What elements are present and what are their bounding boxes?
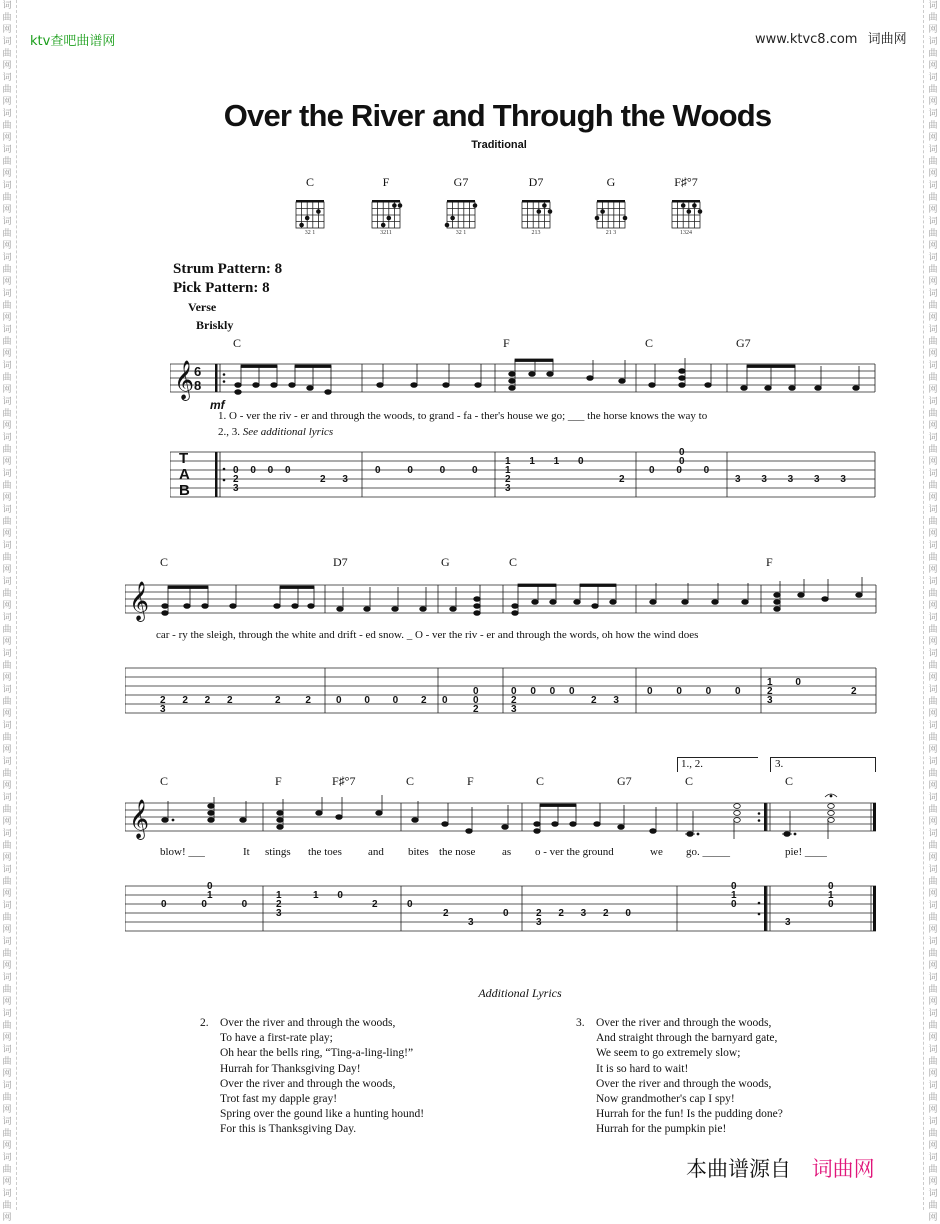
chord-symbol: D7	[333, 555, 348, 569]
tab-label-b: B	[179, 482, 190, 499]
footer-site-name: 词曲网	[811, 1157, 875, 1181]
tab-label-t: T	[179, 450, 189, 467]
chord-diagram-fsharp-dim7	[666, 175, 706, 236]
chord-symbol: G7	[736, 336, 751, 350]
tab-numbers: 0	[679, 456, 685, 467]
tab-numbers: 2	[276, 899, 282, 910]
tab-numbers: 2	[511, 695, 517, 706]
lyrics-line: car - ry the sleigh, through the white and drift - ed snow. _ O - ver the riv - er and through the words, oh how the wind does	[156, 629, 699, 641]
system-1	[170, 336, 880, 506]
music-staff	[125, 575, 877, 625]
verse-line: Spring over the gound like a hunting hound!	[220, 1108, 425, 1121]
tab-numbers: 2 2 3 2 0	[536, 908, 631, 919]
music-staff	[170, 354, 876, 414]
tab-numbers: 2	[851, 686, 857, 697]
verse-line: Over the river and through the woods,	[596, 1077, 772, 1090]
chord-symbol: C	[685, 774, 694, 788]
chord-symbol: C	[160, 555, 169, 569]
tab-numbers: 3 3 3 3 3	[735, 474, 846, 485]
chord-diagram-g	[591, 175, 631, 236]
footer-source-text: 本曲谱源自	[686, 1157, 791, 1181]
chord-diagram-d7	[516, 175, 556, 236]
tab-numbers: 2	[505, 474, 511, 485]
chord-grid	[441, 190, 481, 230]
measure-notes	[162, 577, 863, 615]
chord-fingering: 32 1	[304, 230, 316, 236]
additional-lyrics-ref: See additional lyrics	[242, 426, 334, 438]
lyric-word: go. _____	[686, 846, 730, 858]
tab-numbers: 0 0 0 2	[336, 695, 427, 706]
tab-numbers: 1	[731, 890, 737, 901]
dynamic-marking: mf	[210, 398, 225, 412]
lyric-word: and	[368, 846, 384, 858]
verse-line: Over the river and through the woods,	[220, 1077, 396, 1090]
tab-numbers: 2	[473, 704, 479, 715]
verse-2	[200, 1016, 424, 1138]
lyrics-line-2	[218, 426, 333, 438]
chord-diagram-c	[290, 175, 330, 236]
tab-numbers: 3	[468, 917, 474, 928]
watermark-site-name: 词曲网	[867, 32, 907, 47]
tab-numbers: 3	[785, 917, 791, 928]
lyric-word: bites	[408, 846, 429, 858]
tab-numbers: 0	[828, 899, 834, 910]
watermark-top-left: ktv查吧曲谱网	[30, 34, 116, 49]
section-label: Verse	[188, 300, 217, 314]
lyric-word: we	[650, 846, 663, 858]
tab-numbers: 0	[473, 686, 479, 697]
chord-symbol: G7	[617, 774, 632, 788]
lyrics-line-1: 1. O - ver the riv - er and through the woods, to grand - fa - ther's house we go; ___ the horse knows the way to	[218, 410, 708, 422]
lyrics-verse-numbers: 2., 3.	[218, 426, 240, 438]
chord-diagram-f	[366, 175, 406, 236]
footer-watermark	[686, 1153, 875, 1183]
chord-grid	[366, 190, 406, 230]
tab-numbers: 3	[233, 483, 239, 494]
tab-numbers: 0 0 0 0	[375, 465, 478, 476]
ending-label: 3.	[775, 758, 784, 770]
tab-numbers: 2	[443, 908, 449, 919]
tab-numbers: 0	[407, 899, 413, 910]
tab-numbers: 2	[372, 899, 378, 910]
system-3	[125, 755, 880, 945]
tab-numbers: 3	[511, 704, 517, 715]
tab-numbers: 2	[233, 474, 239, 485]
lyric-word: as	[502, 846, 512, 858]
verse-line: Now grandmother's cap I spy!	[596, 1093, 735, 1106]
chord-symbol: F	[766, 555, 773, 569]
tab-numbers: 0	[503, 908, 509, 919]
chord-symbol: C	[536, 774, 545, 788]
chord-symbol: C	[233, 336, 242, 350]
lyric-word: the toes	[308, 846, 342, 858]
margin-guide-right	[923, 0, 924, 1210]
verse-line: Over the river and through the woods,	[596, 1017, 772, 1029]
tab-numbers: 1	[505, 465, 511, 476]
watermark-url: www.ktvc8.com	[755, 32, 858, 47]
tab-label-a: A	[179, 466, 190, 483]
chord-symbol: F	[467, 774, 474, 788]
lyric-word: o - ver the ground	[535, 846, 614, 858]
treble-clef-icon: 𝄞	[174, 361, 195, 399]
chord-name: F	[382, 175, 390, 189]
tab-numbers: 1	[276, 890, 282, 901]
verse-line: It is so hard to wait!	[596, 1062, 689, 1075]
chord-name: F♯°7	[674, 175, 698, 189]
tab-numbers: 3	[536, 917, 542, 928]
chord-name: G	[606, 175, 616, 189]
chord-name: G7	[453, 175, 469, 189]
chord-symbol: C	[406, 774, 415, 788]
chord-grid	[290, 190, 330, 230]
tab-numbers: 0 0 0	[649, 465, 710, 476]
chord-symbol: F♯°7	[332, 774, 356, 788]
verse-3	[576, 1016, 783, 1138]
verse-line: Over the river and through the woods,	[220, 1017, 396, 1029]
tab-numbers: 0 0 0 0	[647, 686, 741, 697]
chord-symbol: C	[160, 774, 169, 788]
verse-number: 3.	[576, 1017, 585, 1029]
chord-grid	[516, 190, 556, 230]
verse-line: And straight through the barnyard gate,	[596, 1032, 778, 1045]
tab-numbers: 2 2	[275, 695, 311, 706]
music-staff	[125, 793, 880, 843]
verse-line: To have a first-rate play;	[220, 1032, 333, 1045]
verse-line: Trot fast my dapple gray!	[220, 1093, 338, 1106]
side-watermark-left: 词曲网词曲网词曲网词曲网词曲网词曲网词曲网词曲网词曲网词曲网词曲网词曲网词曲网词曲网词曲网词曲网词曲网词曲网词曲网词曲网词曲网词曲网词曲网词曲网词曲网词曲网词曲网词曲网词曲网词曲网词曲网词曲网词曲网词曲网	[2, 1, 12, 1223]
chord-name: D7	[528, 175, 544, 189]
chord-fingering: 21 3	[605, 230, 617, 236]
side-watermark-right: 词曲网词曲网词曲网词曲网词曲网词曲网词曲网词曲网词曲网词曲网词曲网词曲网词曲网词曲网词曲网词曲网词曲网词曲网词曲网词曲网词曲网词曲网词曲网词曲网词曲网词曲网词曲网词曲网词曲网词曲网词曲网词曲网词曲网词曲网	[928, 1, 938, 1223]
lyric-word: pie! ____	[785, 846, 827, 858]
chord-symbol: C	[785, 774, 794, 788]
chord-name: C	[305, 175, 314, 189]
tab-numbers: 0	[731, 881, 737, 892]
verse-line: We seem to go extremely slow;	[596, 1047, 741, 1060]
chord-fingering: 3211	[380, 230, 392, 236]
ending-label: 1., 2.	[681, 758, 703, 770]
verse-line: Hurrah for Thanksgiving Day!	[220, 1062, 361, 1075]
verse-line: Hurrah for the pumpkin pie!	[596, 1123, 727, 1136]
tab-numbers: 1	[828, 890, 834, 901]
tab-numbers: 0 0 0 0	[233, 465, 291, 476]
tab-numbers: 2	[767, 686, 773, 697]
tab-staff	[125, 660, 877, 722]
tab-numbers: 3	[160, 704, 166, 715]
lyric-word: blow! ___	[160, 846, 205, 858]
chord-diagram-g7	[441, 175, 481, 236]
song-credit: Traditional	[471, 139, 527, 151]
tab-numbers: 3	[276, 908, 282, 919]
tab-numbers: 2	[619, 474, 625, 485]
tab-numbers: 0 0 0 0	[511, 686, 575, 697]
tab-numbers: 0	[731, 899, 737, 910]
tab-numbers: 3	[505, 483, 511, 494]
tab-numbers: 0	[442, 695, 448, 706]
tab-numbers: 1 1 1 0	[505, 456, 584, 467]
system-2	[125, 555, 880, 725]
chord-symbol: G	[441, 555, 450, 569]
lyric-word: stings	[265, 846, 291, 858]
tempo-marking: Briskly	[196, 318, 234, 332]
chord-symbol: C	[645, 336, 654, 350]
tab-numbers: 1 0	[313, 890, 343, 901]
lyric-word: It	[243, 846, 250, 858]
tab-numbers: 0	[679, 447, 685, 458]
watermark-top-right	[755, 28, 907, 47]
strum-pattern: Strum Pattern: 8	[173, 261, 283, 277]
tab-numbers: 0 0 0	[161, 899, 248, 910]
chord-fingering: 213	[531, 230, 541, 236]
chord-grid	[666, 190, 706, 230]
tab-numbers: 1	[207, 890, 213, 901]
additional-lyrics-heading: Additional Lyrics	[478, 986, 562, 1000]
tab-numbers: 2 3	[591, 695, 619, 706]
chord-symbol: F	[275, 774, 282, 788]
treble-clef-icon: 𝄞	[129, 800, 150, 838]
chord-grid	[591, 190, 631, 230]
svg-text:8: 8	[194, 378, 202, 393]
pick-pattern: Pick Pattern: 8	[173, 280, 270, 296]
verse-line: For this is Thanksgiving Day.	[220, 1123, 357, 1136]
chord-symbol: F	[503, 336, 510, 350]
verse-number: 2.	[200, 1017, 209, 1029]
tab-numbers: 2 3	[320, 474, 348, 485]
chord-symbol: C	[509, 555, 518, 569]
tab-numbers: 3	[767, 695, 773, 706]
margin-guide-left	[16, 0, 17, 1210]
chord-fingering: 32 1	[455, 230, 467, 236]
chord-fingering: 1324	[680, 230, 692, 236]
lyric-word: the nose	[439, 846, 476, 858]
verse-line: Hurrah for the fun! Is the pudding done?	[596, 1108, 783, 1121]
song-title: Over the River and Through the Woods	[223, 98, 772, 133]
tab-numbers: 1 0	[767, 677, 801, 688]
tab-numbers: 0	[473, 695, 479, 706]
measure-notes	[235, 358, 860, 394]
tab-numbers: 0	[828, 881, 834, 892]
svg-text:6: 6	[194, 364, 202, 379]
tab-numbers: 2 2 2 2	[160, 695, 233, 706]
ending-bracket-3	[770, 757, 876, 772]
verse-line: Oh hear the bells ring, “Ting-a-ling-ling!”	[220, 1047, 414, 1060]
tab-numbers: 0	[207, 881, 213, 892]
treble-clef-icon: 𝄞	[129, 582, 150, 620]
